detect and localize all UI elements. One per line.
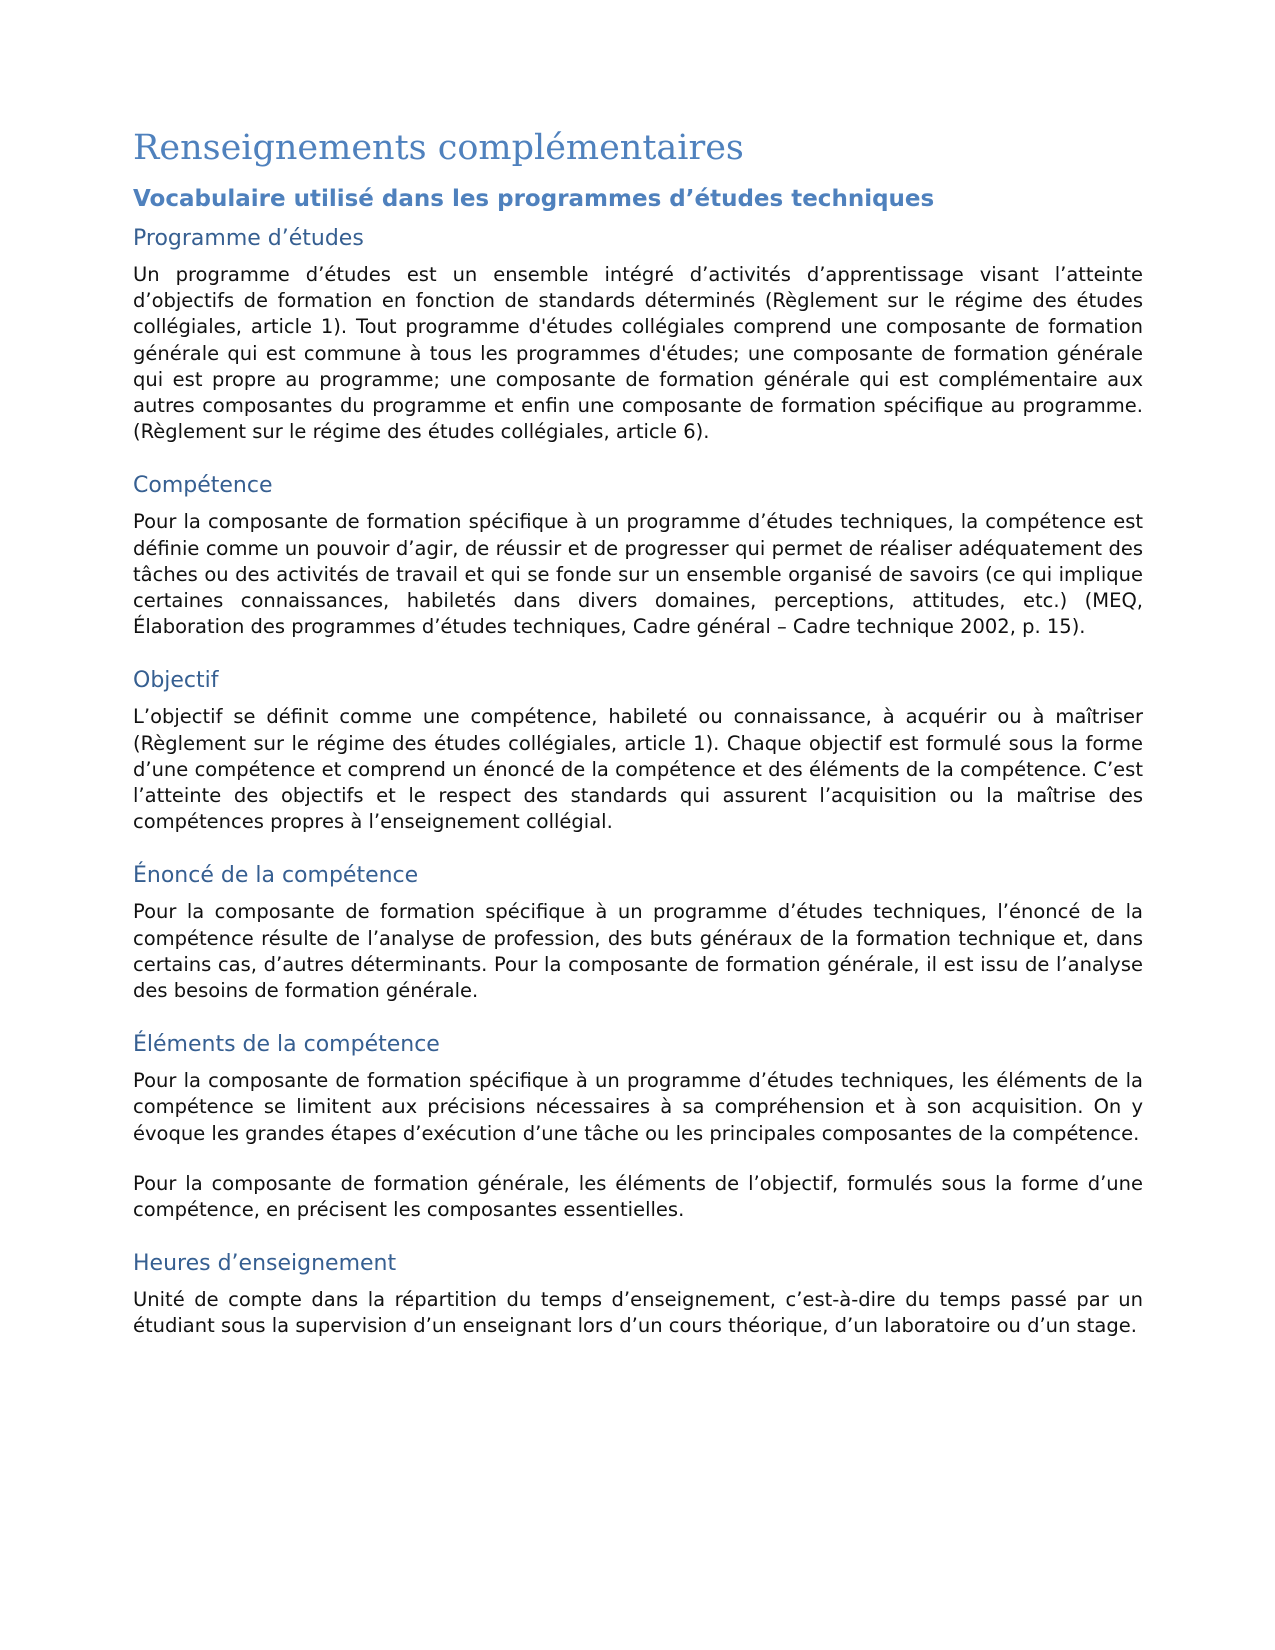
section-competence (133, 471, 1143, 640)
section-heures-enseignement (133, 1249, 1143, 1339)
page-title: Renseignements complémentaires (133, 128, 744, 168)
section-paragraph: Pour la composante de formation spécifique à un programme d’études techniques, l’énoncé de la compétence résulte de l’analyse de profession, des buts généraux de la formation technique et, dans certains cas, d’autres déterminants. Pour la composante de formation générale, il est issu de l’analyse des besoins de formation générale. (133, 900, 1143, 1003)
section-paragraph: Un programme d’études est un ensemble intégré d’activités d’apprentissage visant l’atteinte d’objectifs de formation en fonction de standards déterminés (Règlement sur le régime des études collégiales, article 1). Tout programme d'études collégiales comprend une composante de formation générale qui est commune à tous les programmes d'études; une composante de formation générale qui est propre au programme; une composante de formation générale qui est complémentaire aux autres composantes du programme et enfin une composante de formation spécifique au programme. (Règlement sur le régime des études collégiales, article 6). (133, 263, 1143, 444)
section-enonce-competence (133, 861, 1143, 1004)
section-paragraph: Pour la composante de formation spécifique à un programme d’études techniques, la compétence est définie comme un pouvoir d’agir, de réussir et de progresser qui permet de réaliser adéquatement des tâches ou des activités de travail et qui se fonde sur un ensemble organisé de savoirs (ce qui implique certaines connaissances, habiletés dans divers domaines, perceptions, attitudes, etc.) (MEQ, Élaboration des programmes d’études techniques, Cadre général – Cadre technique 2002, p. 15). (133, 510, 1143, 639)
section-paragraph: Pour la composante de formation spécifique à un programme d’études techniques, les éléments de la compétence se limitent aux précisions nécessaires à sa compréhension et à son acquisition. On y évoque les grandes étapes d’exécution d’une tâche ou les principales composantes de la compétence. (133, 1069, 1143, 1145)
document-page (133, 128, 1143, 1364)
section-objectif (133, 666, 1143, 835)
page-subtitle: Vocabulaire utilisé dans les programmes d’études techniques (133, 186, 935, 212)
section-heading: Programme d’études (133, 226, 364, 251)
section-paragraph: Unité de compte dans la répartition du temps d’enseignement, c’est-à-dire du temps passé par un étudiant sous la supervision d’un enseignant lors d’un cours théorique, d’un laboratoire ou d’un stage. (133, 1288, 1143, 1338)
section-heading: Énoncé de la compétence (133, 863, 419, 889)
section-heading: Compétence (133, 473, 273, 499)
section-paragraph: Pour la composante de formation générale, les éléments de l’objectif, formulés sous la forme d’une compétence, en précisent les composantes essentielles. (133, 1171, 1143, 1222)
section-heading: Objectif (133, 668, 219, 694)
section-paragraph: L’objectif se définit comme une compétence, habileté ou connaissance, à acquérir ou à maîtriser (Règlement sur le régime des études collégiales, article 1). Chaque objectif est formulé sous la forme d’une compétence et comprend un énoncé de la compétence et des éléments de la compétence. C’est l’atteinte des objectifs et le respect des standards qui assurent l’acquisition ou la maîtrise des compétences propres à l’enseignement collégial. (133, 705, 1143, 834)
section-heading: Heures d’enseignement (133, 1251, 397, 1277)
section-programme-etudes (133, 224, 1143, 445)
section-heading: Éléments de la compétence (133, 1032, 440, 1058)
section-elements-competence (133, 1030, 1143, 1223)
